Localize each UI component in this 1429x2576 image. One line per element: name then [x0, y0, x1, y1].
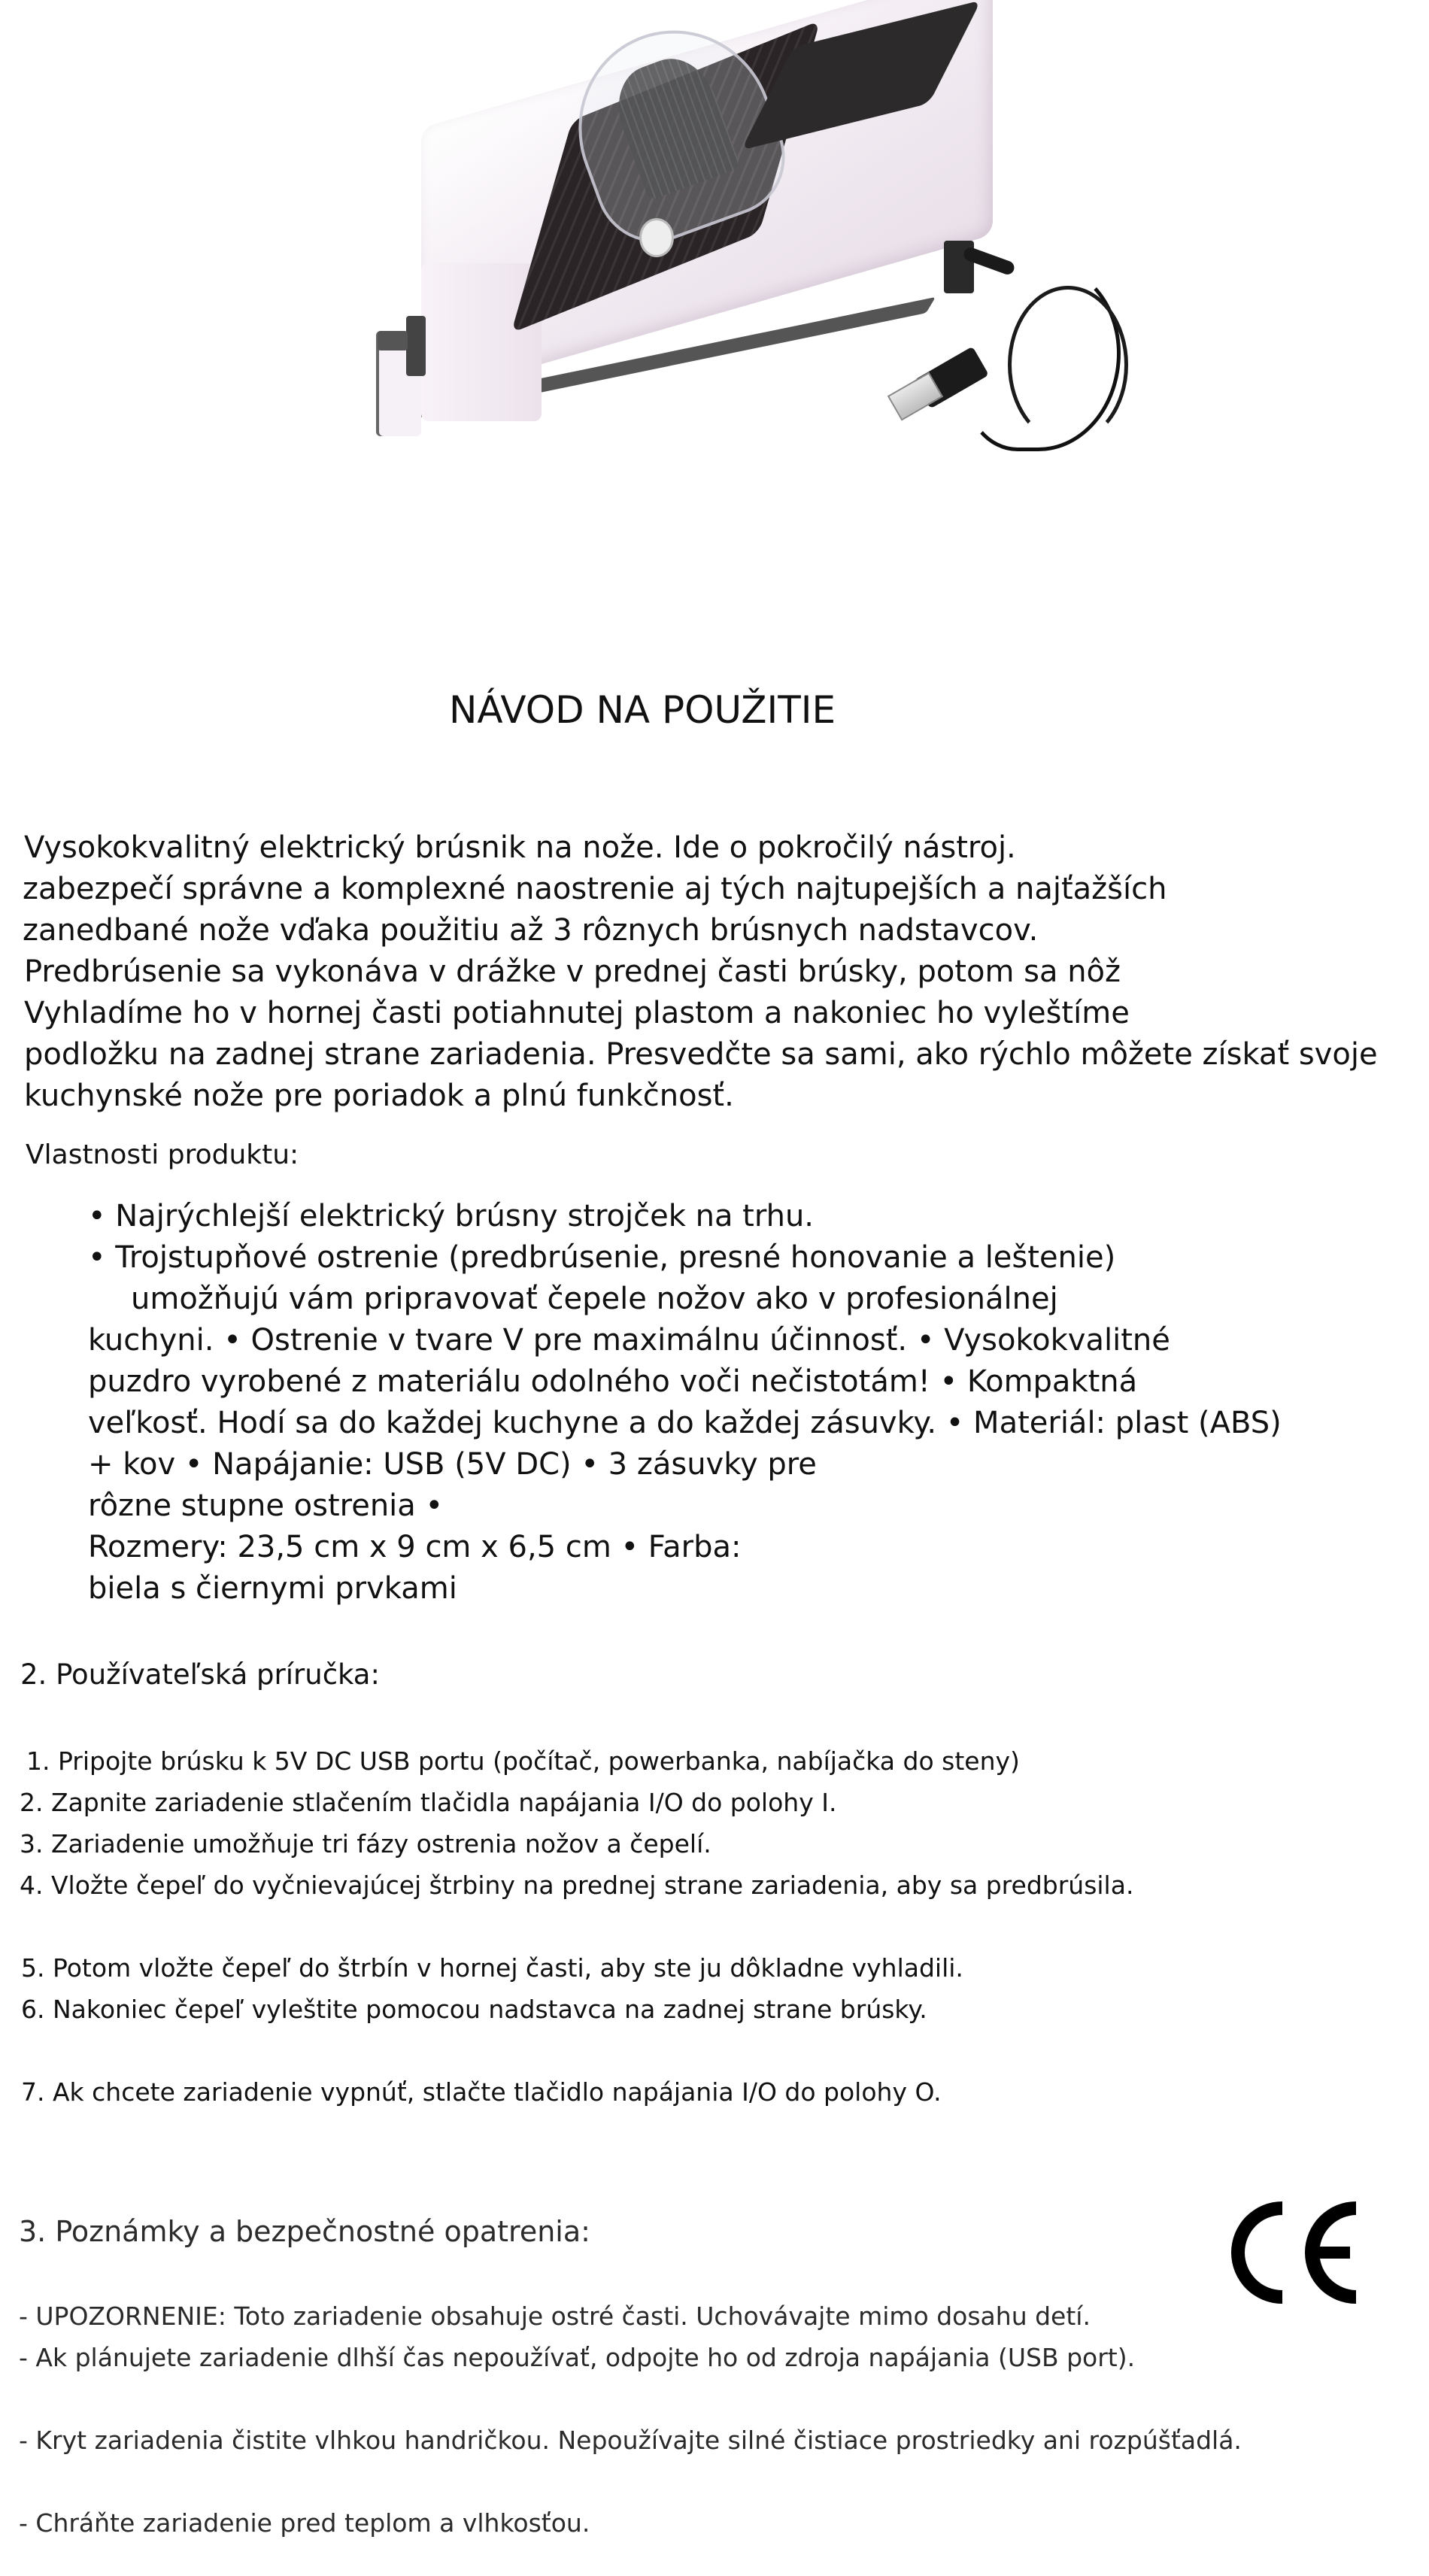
feature-line: veľkosť. Hodí sa do každej kuchyne a do každej zásuvky. • Materiál: plast (ABS): [88, 1406, 1282, 1440]
pre-sharpening-guide-cap: [378, 331, 408, 350]
feature-line: puzdro vyrobené z materiálu odolného voči nečistotám! • Kompaktná: [88, 1364, 1138, 1399]
feature-line: • Trojstupňové ostrenie (predbrúsenie, presné honovanie a leštenie): [88, 1240, 1116, 1275]
intro-line: Vysokokvalitný elektrický brúsnik na nože. Ide o pokročilý nástroj.: [24, 830, 1016, 865]
step-item: 1. Pripojte brúsku k 5V DC USB portu (počítač, powerbanka, nabíjačka do steny): [26, 1746, 1020, 1776]
product-image: [391, 15, 1143, 451]
intro-line: podložku na zadnej strane zariadenia. Presvedčte sa sami, ako rýchlo môžete získať svoje: [24, 1037, 1378, 1072]
safety-note: - Chráňte zariadenie pred teplom a vlhkosťou.: [19, 2508, 590, 2538]
intro-line: zabezpečí správne a komplexné naostrenie aj tých najtupejších a najťažších: [23, 872, 1167, 906]
step-item: 7. Ak chcete zariadenie vypnúť, stlačte tlačidlo napájania I/O do polohy O.: [21, 2077, 942, 2107]
intro-line: kuchynské nože pre poriadok a plnú funkčnosť.: [24, 1079, 734, 1113]
sharpener-wheel: [639, 218, 674, 257]
safety-heading: 3. Poznámky a bezpečnostné opatrenia:: [19, 2215, 590, 2248]
usb-cable-loop: [1008, 286, 1128, 444]
intro-line: Predbrúsenie sa vykonáva v drážke v prednej časti brúsky, potom sa nôž: [24, 954, 1121, 989]
feature-line: biela s čiernymi prvkami: [88, 1571, 457, 1606]
feature-line: • Najrýchlejší elektrický brúsny strojček na trhu.: [88, 1199, 815, 1233]
pre-sharpening-slot: [406, 316, 426, 376]
safety-note: - Kryt zariadenia čistite vlhkou handričkou. Nepoužívajte silné čistiace prostriedky ani rozpúšťadlá.: [19, 2426, 1242, 2455]
feature-line: + kov • Napájanie: USB (5V DC) • 3 zásuvky pre: [88, 1447, 817, 1482]
step-item: 3. Zariadenie umožňuje tri fázy ostrenia nožov a čepelí.: [20, 1829, 711, 1858]
intro-line: Vyhladíme ho v hornej časti potiahnutej plastom a nakoniec ho vyleštíme: [24, 996, 1130, 1030]
safety-note: - UPOZORNENIE: Toto zariadenie obsahuje ostré časti. Uchovávajte mimo dosahu detí.: [19, 2301, 1091, 2331]
intro-line: zanedbané nože vďaka použitiu až 3 rôznych brúsnych nadstavcov.: [23, 913, 1039, 948]
page-title: NÁVOD NA POUŽITIE: [449, 688, 836, 732]
feature-line: rôzne stupne ostrenia •: [88, 1488, 444, 1523]
intro-paragraph: [24, 827, 1378, 1117]
feature-line: umožňujú vám pripravovať čepele nožov ako v profesionálnej: [131, 1282, 1058, 1316]
step-item: 6. Nakoniec čepeľ vyleštite pomocou nadstavca na zadnej strane brúsky.: [21, 1995, 927, 2024]
step-item: 2. Zapnite zariadenie stlačením tlačidla napájania I/O do polohy I.: [20, 1788, 837, 1817]
step-item: 5. Potom vložte čepeľ do štrbín v hornej časti, aby ste ju dôkladne vyhladili.: [21, 1953, 963, 1983]
ce-mark-icon: [1230, 2200, 1358, 2305]
safety-note: - Ak plánujete zariadenie dlhší čas nepoužívať, odpojte ho od zdroja napájania (USB port).: [19, 2343, 1136, 2372]
features-list: [88, 1196, 1282, 1610]
features-heading: Vlastnosti produktu:: [26, 1139, 299, 1170]
feature-line: kuchyni. • Ostrenie v tvare V pre maximálnu účinnosť. • Vysokokvalitné: [88, 1323, 1170, 1358]
step-item: 4. Vložte čepeľ do vyčnievajúcej štrbiny na prednej strane zariadenia, aby sa predbrúsila.: [20, 1871, 1134, 1900]
user-guide-heading: 2. Používateľská príručka:: [20, 1658, 380, 1691]
feature-line: Rozmery: 23,5 cm x 9 cm x 6,5 cm • Farba:: [88, 1530, 742, 1564]
